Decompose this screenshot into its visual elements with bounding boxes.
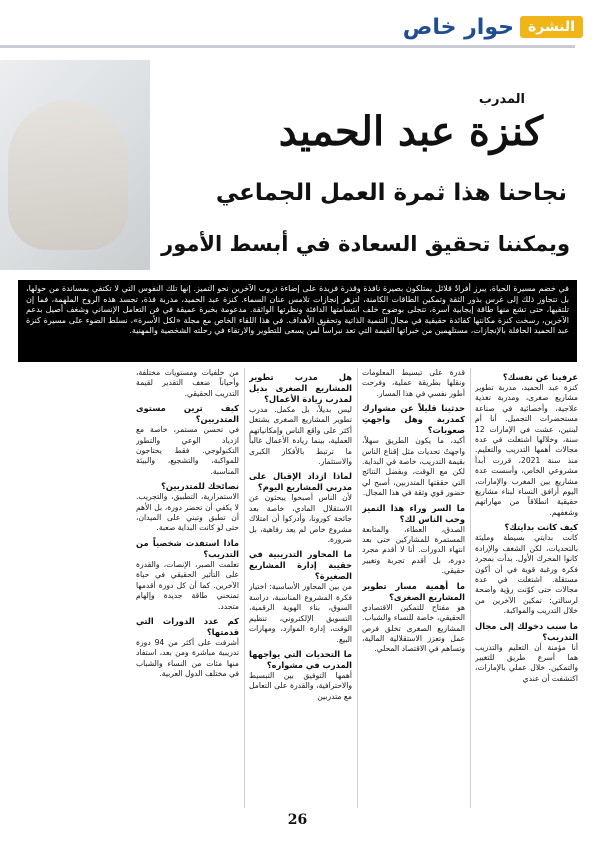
magazine-logo: النشرة [520,16,583,38]
answer-paragraph: من خلفيات ومستويات مختلفة، وأحياناً ضعف التقدير لقيمة التدريب الحقيقي. [136,368,239,398]
question-heading: كيف ترين مستوى المتدربين؟ [136,403,239,425]
column-divider [357,368,358,808]
answer-paragraph: ليس بديلاً، بل مكمل. مدرب تطوير المشاريع الصغرى يشتغل أكثر على واقع الناس وإمكانياتهم العملية، بينما ريادة الأعمال غالباً ما ترتبط بالأفكار الكبرى والاستثمار. [249,405,352,467]
question-heading: ما سبب دخولك إلى مجال التدريب؟ [475,620,578,642]
question-heading: نصائحك للمتدربين؟ [161,481,239,492]
question-heading: عرفينا عن نفسك؟ [502,372,578,382]
answer-paragraph: في تحسن مستمر، خاصة مع ازدياد الوعي والتطور التكنولوجي. فقط يحتاجون للمواكبة، والتشجيع، والبيئة المناسبة. [136,425,239,476]
question-heading: ما التحديات التي يواجهها المدرب في مشواره؟ [249,648,352,670]
article-columns [18,368,578,808]
answer-paragraph: هو مفتاح للتمكين الاقتصادي الحقيقي، خاصة للنساء والشباب. المشاريع الصغرى تخلق فرص عمل وتعزز الاستقلالية المالية، وتساهم في الاقتصاد المحلي. [362,602,465,654]
question-heading: حدثينا قليلاً عن مشوارك كمدربة وهل واجهتِ صعوبات؟ [362,403,465,436]
header-rule [0,45,575,48]
article-role: المدرب [478,92,525,107]
question-heading: كم عدد الدورات التي قدمتها؟ [136,615,239,637]
article-subtitle-2: ويمكننا تحقيق السعادة في أبسط الأمور [161,232,570,256]
question-heading: كيف كانت بدايتك؟ [504,522,578,533]
answer-paragraph: قدرة على تبسيط المعلومات ونقلها بطريقة عملية، وفرحت أطور نفسي في هذا المسار. [362,368,465,398]
answer-paragraph: من بين المحاور الأساسية: اختيار فكرة المشروع المناسبة، دراسة السوق، بناء الهوية الرقمية، التسويق الإلكتروني، تنظيم الوقت، إدارة الموارد، ومهارات البيع. [249,582,352,644]
answer-paragraph: كنزة عبد الحميد، مدربة تطوير مشاريع صغرى، ومدربة تغذية علاجية، وأخصائية في صناعة مستحضرات التجميل. أنا أم لبنتين، عشت في الإمارات 12 سنة، وخلالها اشتغلت في عدة مجالات أهمها التدريب والتعليم. منذ سنة 2021، قررت أبدأ مشروعي الخاص، وأسست عدة مشاريع بين المغرب والإمارات، اليوم أرافق النساء لبناء مشاريع حقيقية انطلاقاً من مهاراتهم وشغفهم. [475,383,578,517]
column-divider [470,368,471,808]
question-heading: ما أهمية مسار تطوير المشاريع الصغرى؟ [362,580,465,602]
column-1 [475,368,578,808]
column-2 [362,368,465,808]
article-subtitle-1: نجاحنا هذا ثمرة العمل الجماعي [215,180,567,206]
page-number: 26 [287,812,308,828]
answer-paragraph: أهمها التوفيق بين التبسيط والاحترافية، والقدرة على التعامل مع متدربين [249,670,352,701]
question-heading: ما المحاور التدريبية في حقيبة إدارة المشاريع الصغيرة؟ [249,549,352,582]
answer-paragraph: لأن الناس أصبحوا يبحثون عن الاستقلال المادي، خاصة بعد جائحة كورونا، وأدركوا أن امتلاك مشروع خاص لم يعد رفاهية، بل ضرورة. [249,493,352,545]
portrait-silhouette [8,100,128,250]
section-title: حوار خاص [402,14,514,40]
answer-paragraph: كانت بدايتي بسيطة ومليئة بالتحديات، لكن الشغف والإرادة كانوا المحرك الأول. بدأت بمجرد فكرة ورغبة قوية في أن أكون مستقلة. اشتغلت في عدة مجالات حتى كوّنت رؤية واضحة لرسالتي: تمكين الآخرين من خلال التدريب والمواكبة. [475,533,578,616]
answer-paragraph: أنا مؤمنة أن التعليم والتدريب هما أسرع طريق للتغيير والتمكين. خلال عملي بالإمارات، اكتشفت أن عندي [475,642,578,683]
header-brand [403,12,583,42]
column-divider [244,368,245,808]
article-name: كنزة عبد الحميد [278,108,543,155]
answer-paragraph: تعلمت الصبر، الإنصات، والقدرة على التأثير الحقيقي في حياة الآخرين. كما أن كل دورة أقدمها تمنحني طاقة جديدة وإلهام متجدد. [136,559,239,611]
question-heading: ماذا استفدت شخصياً من التدريب؟ [136,537,239,559]
column-4 [136,368,239,808]
answer-paragraph: الصدق، العطاء، والمتابعة المستمرة للمشاركين حتى بعد انتهاء الدورات. أنا لا أقدم مجرد دورة، بل أقدم تجربة وتغيير حقيقي. [362,524,465,576]
answer-paragraph: أشرفت على أكثر من 94 دورة تدريبية مباشرة ومن بعد، استفاد منها مئات من النساء والشباب في مختلف الدول العربية. [136,637,239,679]
question-heading: ما السر وراء هذا التميز وحب الناس لك؟ [362,502,465,524]
answer-paragraph: الاستمرارية، التطبيق، والتجريب. لا يكفي أن تحضر دورة، بل الأهم أن تطبق وتبني على الميدان، حتى لو كانت البداية صعبة. [136,492,239,533]
portrait-photo [0,60,150,270]
answer-paragraph: أكيد، ما يكون الطريق سهلاً، واجهتُ تحديات مثل إقناع الناس بقيمة التدريب، خاصة في البداية. لكن مع الوقت، وبفضل النتائج التي حققتها المتدربين، أصبح لي حضور قوي وثقة في هذا المجال. [362,436,465,498]
article-intro: في خضم مسيرة الحياة، يبرز أفرادٌ قلائل يمتلكون بصيرة نافذة وقدرة فريدة على إضاءة دروب الآخرين نحو التميز. إنها تلك النفوس التي لا تكتفي بمساندة من حولها، بل تتجاوز ذلك إلى غرس بذور الثقة وتمكين الطاقات الكامنة، لتزهر إنجازات تلامس عنان السماء. كنزة عبد الحميد، مدربة فذة، تجسد هذه الروح الملهمة، فما إن تلتقيها، حتى تشع منها طاقة إيجابية آسرة، تتجلى بوضوح خلف ابتسامتها الدافئة ونظرتها الواثقة. مدعومة بخبرة عميقة في فن التعامل الإنساني وشغف أصيل بدعم الآخرين، رسخت كنزة مكانتها كقائدة حقيقية في مجال التنمية الذاتية وتحقيق الأهداف. في هذا اللقاء الخاص مع مجلة «لكل الأسرة»، نسلط الضوء على مسيرة كنزة عبد الحميد الحافلة بالإنجازات، مستلهمين من خبراتها القيمة التي تعد نبراساً لمن يسعى للتطوير والارتقاء في رحلته الشخصية والمهنية. [18,280,577,362]
question-heading: لماذا ازداد الإقبال على مدربي المشاريع اليوم؟ [249,471,352,493]
column-3 [249,368,352,808]
question-heading: هل مدرب تطوير المشاريع الصغرى بديل لمدرب ريادة الأعمال؟ [249,372,352,404]
